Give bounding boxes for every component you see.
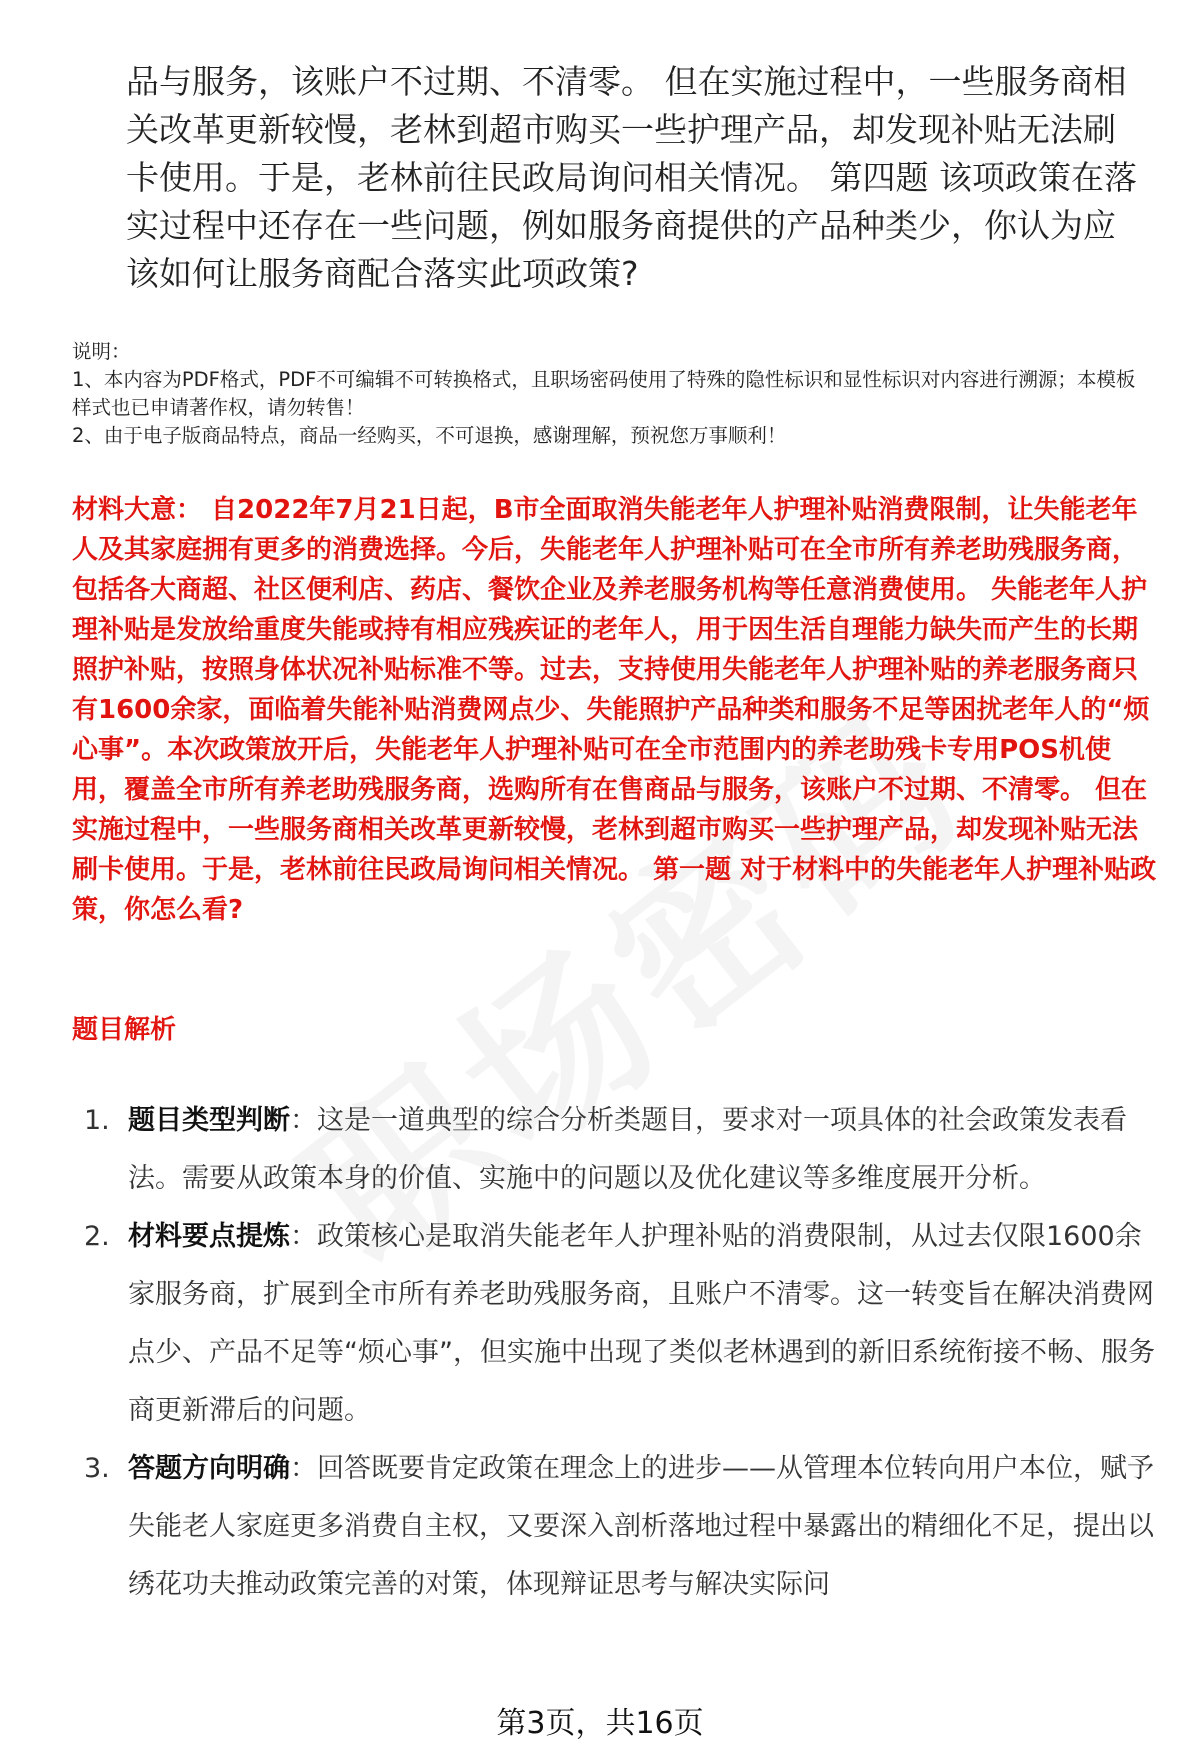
- item-number: 3.: [84, 1453, 110, 1484]
- item-text: ：这是一道典型的综合分析类题目，要求对一项具体的社会政策发表看法。需要从政策本身的价值、实施中的问题以及优化建议等多维度展开分析。: [128, 1105, 1127, 1194]
- item-text: ：政策核心是取消失能老年人护理补贴的消费限制，从过去仅限1600余家服务商，扩展到全市所有养老助残服务商，且账户不清零。这一转变旨在解决消费网点少、产品不足等“烦心事”，但实施中出现了类似老林遇到的新旧系统衔接不畅、服务商更新滞后的问题。: [128, 1221, 1155, 1426]
- section-title: 题目解析: [72, 1015, 177, 1045]
- list-item: [72, 1440, 1162, 1614]
- notes-line-2: 2、由于电子版商品特点，商品一经购买，不可退换，感谢理解，预祝您万事顺利！: [72, 424, 787, 447]
- item-term: 答题方向明确: [128, 1453, 290, 1484]
- analysis-list: [72, 1092, 1162, 1614]
- item-number: 2.: [84, 1221, 110, 1252]
- notes-line-1: 1、本内容为PDF格式，PDF不可编辑不可转换格式，且职场密码使用了特殊的隐性标识和显性标识对内容进行溯源；本模板样式也已申请著作权，请勿转售！: [72, 368, 1136, 419]
- list-item: [72, 1208, 1162, 1440]
- item-text: ：回答既要肯定政策在理念上的进步——从管理本位转向用户本位，赋予失能老人家庭更多消费自主权，又要深入剖析落地过程中暴露出的精细化不足，提出以绣花功夫推动政策完善的对策，体现辩证思考与解决实际问: [128, 1453, 1154, 1600]
- page-number: 第3页，共16页: [496, 1706, 704, 1741]
- notes-heading: 说明：: [72, 340, 131, 363]
- material-summary: 材料大意： 自2022年7月21日起，B市全面取消失能老年人护理补贴消费限制，让失能老年人及其家庭拥有更多的消费选择。今后，失能老年人护理补贴可在全市所有养老助残服务商，包括各大商超、社区便利店、药店、餐饮企业及养老服务机构等任意消费使用。 失能老年人护理补贴是发放给重度失能或持有相应残疾证的老年人，用于因生活自理能力缺失而产生的长期照护补贴，按照身体状况补贴标准不等。过去，支持使用失能老年人护理补贴的养老服务商只有1600余家，面临着失能补贴消费网点少、失能照护产品种类和服务不足等困扰老年人的“烦心事”。本次政策放开后，失能老年人护理补贴可在全市范围内的养老助残卡专用POS机使用，覆盖全市所有养老助残服务商，选购所有在售商品与服务，该账户不过期、不清零。 但在实施过程中，一些服务商相关改革更新较慢，老林到超市购买一些护理产品，却发现补贴无法刷卡使用。于是，老林前往民政局询问相关情况。 第一题 对于材料中的失能老年人护理补贴政策，你怎么看?: [72, 495, 1157, 925]
- item-term: 题目类型判断: [128, 1105, 290, 1136]
- list-item: [72, 1092, 1162, 1208]
- item-term: 材料要点提炼: [128, 1221, 290, 1252]
- item-number: 1.: [84, 1105, 110, 1136]
- notes-block: [72, 338, 1152, 450]
- intro-paragraph: 品与服务，该账户不过期、不清零。 但在实施过程中，一些服务商相关改革更新较慢，老林到超市购买一些护理产品，却发现补贴无法刷卡使用。于是，老林前往民政局询问相关情况。 第四题 该项政策在落实过程中还存在一些问题，例如服务商提供的产品种类少，你认为应该如何让服务商配合落实此项政策?: [126, 62, 1137, 293]
